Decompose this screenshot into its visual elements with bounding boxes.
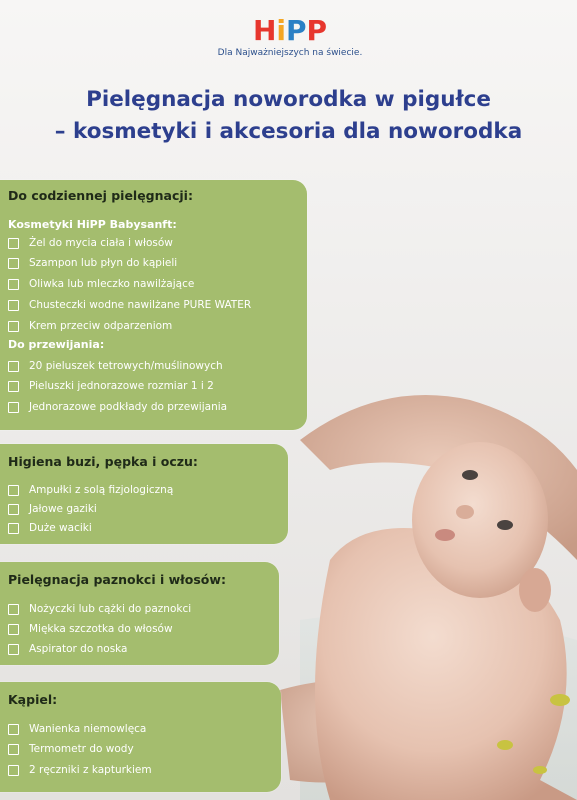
section-nails-hair [0,562,279,665]
section-daily-care [0,180,307,430]
item-label: Ampułki z solą fizjologiczną [29,484,174,496]
checklist-item[interactable] [8,501,97,517]
group-title-cosmetics: Kosmetyki HiPP Babysanft: [8,218,177,231]
hipp-logo [200,16,380,46]
checkbox[interactable] [8,744,19,755]
item-label: Krem przeciw odparzeniom [29,320,173,332]
page-title [0,84,577,148]
checklist-item[interactable] [8,318,172,334]
checklist-item[interactable] [8,741,134,757]
item-label: Duże waciki [29,522,92,534]
item-label: Szampon lub płyn do kąpieli [29,257,178,269]
checkbox[interactable] [8,300,19,311]
logo-letter-p1: P [285,14,307,47]
checklist-item[interactable] [8,358,223,374]
checklist-item[interactable] [8,235,173,251]
checkbox[interactable] [8,724,19,735]
checklist-item[interactable] [8,482,173,498]
checkbox[interactable] [8,258,19,269]
item-label: Chusteczki wodne nawilżane PURE WATER [29,299,252,311]
brand-tagline: Dla Najważniejszych na świecie. [217,48,363,58]
item-label: Pieluszki jednorazowe rozmiar 1 i 2 [29,380,214,392]
checkbox[interactable] [8,402,19,413]
checklist-item[interactable] [8,520,92,536]
checklist-item[interactable] [8,762,152,778]
item-label: Nożyczki lub cążki do paznokci [29,603,192,615]
section-face-hygiene [0,444,288,544]
logo-letter-h: H [252,14,277,47]
section-title: Pielęgnacja paznokci i włosów: [8,572,226,587]
checklist-item[interactable] [8,641,128,657]
checkbox[interactable] [8,279,19,290]
checklist-item[interactable] [8,255,177,271]
checklist-item[interactable] [8,297,251,313]
checkbox[interactable] [8,604,19,615]
checkbox[interactable] [8,361,19,372]
checklist-item[interactable] [8,276,194,292]
checkbox[interactable] [8,523,19,534]
item-label: Oliwka lub mleczko nawilżające [29,278,195,290]
section-title: Kąpiel: [8,692,58,707]
item-label: 20 pieluszek tetrowych/muślinowych [29,360,223,372]
brand [200,16,380,58]
checkbox[interactable] [8,765,19,776]
page-title-line-1: Pielęgnacja noworodka w pigułce [86,87,491,112]
logo-letter-i: i [276,14,286,47]
item-label: Miękka szczotka do włosów [29,623,173,635]
checkbox[interactable] [8,504,19,515]
item-label: 2 ręczniki z kapturkiem [29,764,152,776]
item-label: Jednorazowe podkłady do przewijania [29,401,228,413]
checkbox[interactable] [8,644,19,655]
checkbox[interactable] [8,485,19,496]
group-title-changing: Do przewijania: [8,338,105,351]
item-label: Aspirator do noska [29,643,128,655]
checkbox[interactable] [8,321,19,332]
checkbox[interactable] [8,381,19,392]
checklist-item[interactable] [8,601,191,617]
section-title: Higiena buzi, pępka i oczu: [8,454,198,469]
checkbox[interactable] [8,624,19,635]
checklist-item[interactable] [8,721,146,737]
item-label: Termometr do wody [29,743,134,755]
checklist-item[interactable] [8,621,173,637]
item-label: Żel do mycia ciała i włosów [29,237,173,249]
checklist-item[interactable] [8,378,214,394]
logo-letter-p2: P [306,14,328,47]
item-label: Jałowe gaziki [29,503,97,515]
item-label: Wanienka niemowlęca [29,723,147,735]
section-title: Do codziennej pielęgnacji: [8,188,193,203]
section-bath [0,682,281,792]
checkbox[interactable] [8,238,19,249]
page-title-line-2: – kosmetyki i akcesoria dla noworodka [54,119,523,144]
checklist-item[interactable] [8,399,227,415]
